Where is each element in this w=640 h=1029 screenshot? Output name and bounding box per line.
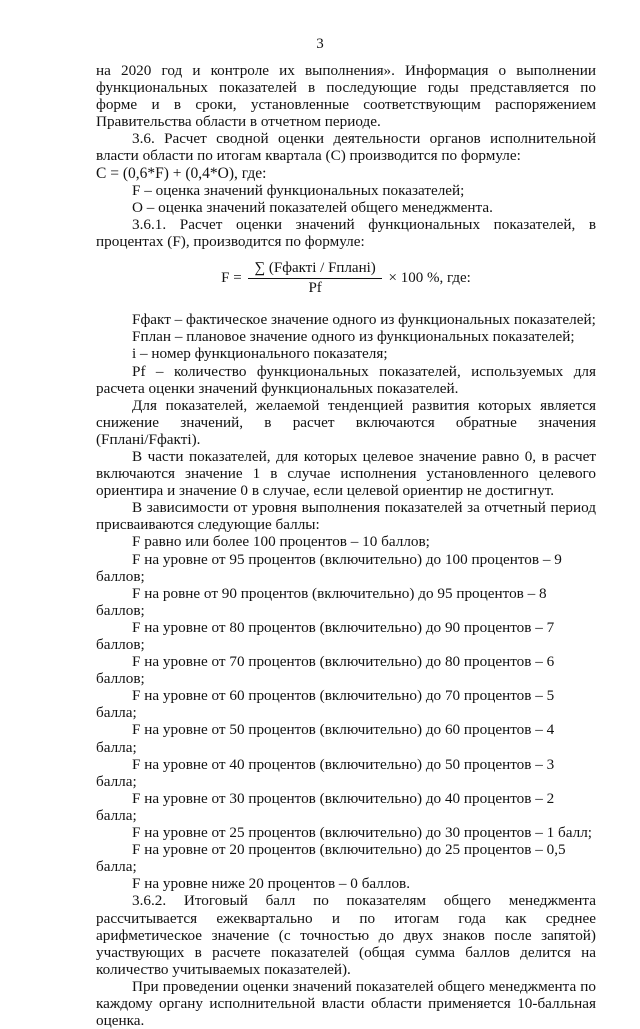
list-item: F на уровне от 60 процентов (включительно) до 70 процентов – 5 балла; (96, 687, 555, 722)
formula-f-numerator: ∑ (Fфакті / Fплані) (248, 260, 381, 279)
list-item: F на уровне от 20 процентов (включительно) до 25 процентов – 0,5 балла; (96, 841, 566, 876)
page-number: 3 (316, 36, 324, 52)
paragraph-final: При проведении оценки значений показателей общего менеджмента по каждому органу исполнительной власти области применяется 10-балльная оценка. (96, 977, 596, 1029)
paragraph-reverse-values: Для показателей, желаемой тенденцией развития которых является снижение значений, в расчет включаются обратные значения (Fплані/Fфакті). (96, 396, 596, 448)
list-item: F на уровне ниже 20 процентов – 0 баллов. (132, 875, 411, 893)
formula-f-denominator: Pf (308, 280, 322, 297)
score-list (96, 533, 596, 892)
list-item: F на уровне от 70 процентов (включительно) до 80 процентов – 6 баллов; (96, 653, 555, 688)
paragraph-score-intro: В зависимости от уровня выполнения показателей за отчетный период присваиваются следующие баллы: (96, 499, 596, 534)
list-item: F на уровне от 40 процентов (включительно) до 50 процентов – 3 балла; (96, 755, 555, 790)
list-item: F на уровне от 25 процентов (включительно) до 30 процентов – 1 балл; (132, 824, 592, 842)
definition-i: i – номер функционального показателя; (132, 345, 388, 363)
paragraph-zero-target: В части показателей, для которых целевое значение равно 0, в расчет включаются значение 1 в случае исполнения установленного целевого ориентира и значение 0 в случае, если целевой ориентир не достигнут. (96, 447, 596, 500)
formula-f-right: × 100 %, где: (384, 270, 471, 287)
formula-f-fraction (248, 260, 381, 297)
list-item: F на уровне от 50 процентов (включительно) до 60 процентов – 4 балла; (96, 721, 555, 756)
document-body (96, 62, 596, 1029)
list-item: F на ровне от 90 процентов (включительно) до 95 процентов – 8 баллов; (96, 584, 547, 619)
definition-pf: Pf – количество функциональных показателей, используемых для расчета оценки значений функциональных показателей. (96, 362, 596, 397)
formula-f (96, 260, 596, 297)
definition-o: О – оценка значений показателей общего менеджмента. (132, 198, 493, 216)
paragraph-3-6-2: 3.6.2. Итоговый балл по показателям общего менеджмента рассчитывается ежеквартально и по итогам года как среднее арифметическое значение (с точностью до двух знаков после запятой) участвующих в расчете показателей (общая сумма баллов делится на количество учитываемых показателей). (96, 892, 596, 978)
paragraph-3-6: 3.6. Расчет сводной оценки деятельности органов исполнительной власти области по итогам квартала (С) производится по формуле: (96, 130, 596, 165)
formula-c: С = (0,6*F) + (0,4*O), где: (96, 164, 267, 182)
definition-plan: Fплан – плановое значение одного из функциональных показателей; (132, 328, 575, 346)
list-item: F на уровне от 30 процентов (включительно) до 40 процентов – 2 балла; (96, 789, 555, 824)
list-item: F равно или более 100 процентов – 10 баллов; (132, 533, 430, 551)
paragraph-3-6-1: 3.6.1. Расчет оценки значений функциональных показателей, в процентах (F), производится по формуле: (96, 215, 596, 250)
list-item: F на уровне от 80 процентов (включительно) до 90 процентов – 7 баллов; (96, 618, 555, 653)
definition-fact: Fфакт – фактическое значение одного из функциональных показателей; (132, 311, 596, 329)
paragraph-continuation: на 2020 год и контроле их выполнения». Информация о выполнении функциональных показателей в последующие годы представляется по форме и в сроки, установленные соответствующим распоряжением Правительства области в отчетном периоде. (96, 62, 596, 131)
formula-f-left: F = (221, 270, 246, 287)
definition-f: F – оценка значений функциональных показателей; (132, 181, 465, 199)
list-item: F на уровне от 95 процентов (включительно) до 100 процентов – 9 баллов; (96, 550, 562, 585)
